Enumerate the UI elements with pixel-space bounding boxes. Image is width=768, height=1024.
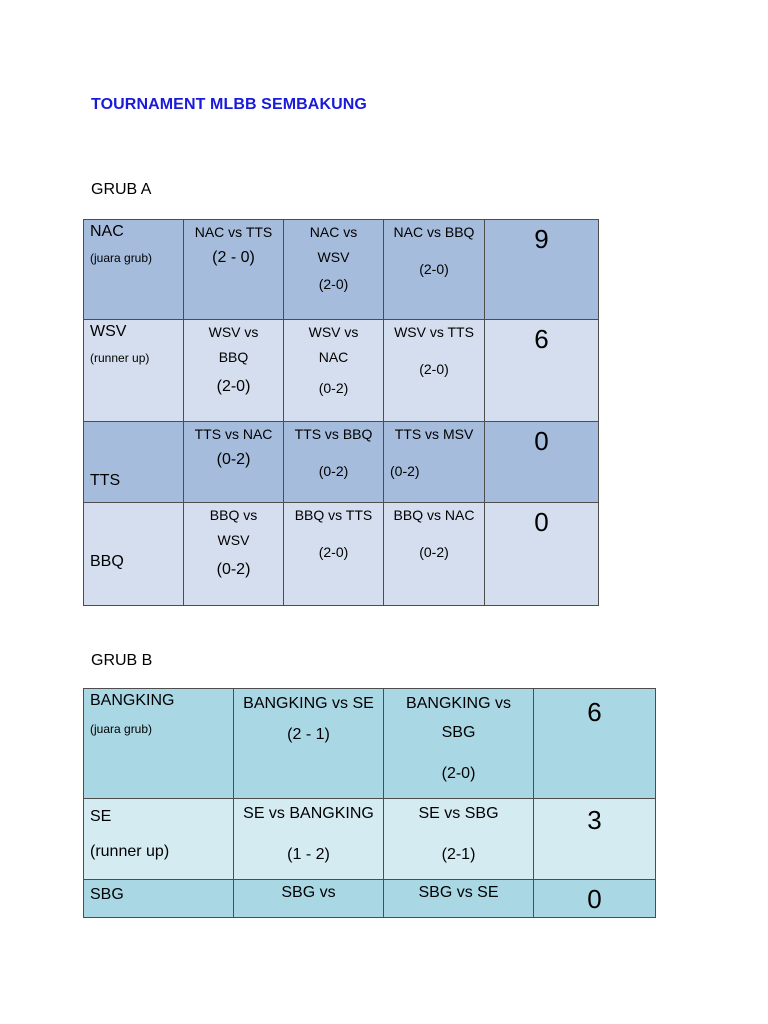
match-label: WSV [317,249,350,265]
match-cell [284,320,384,422]
match-cell [384,422,485,503]
match-score: (0-2) [216,561,251,578]
team-cell [84,689,234,799]
team-name: SBG [90,886,124,903]
match-label: SE vs SBG [418,805,499,822]
table-row [84,220,599,320]
match-label: WSV vs TTS [394,324,474,340]
team-name: NAC [90,223,124,240]
team-note: (runner up) [90,843,170,860]
points-cell [485,503,599,606]
match-cell [184,422,284,503]
match-cell [384,320,485,422]
match-score: (2-0) [419,261,449,277]
match-label: NAC vs TTS [194,224,273,240]
match-label: SBG vs [281,884,336,901]
points-cell [534,799,656,880]
match-label: SE vs BANGKING [243,805,374,822]
points-cell [485,320,599,422]
page-title: TOURNAMENT MLBB SEMBAKUNG [91,96,367,113]
match-score: (2-0) [441,765,476,782]
match-cell [184,220,284,320]
match-cell [234,880,384,918]
group-a-table [83,219,599,606]
table-row [84,320,599,422]
match-label: BBQ [218,349,249,365]
points-cell [485,422,599,503]
points-value: 3 [587,805,602,835]
match-score: (0-2) [216,451,251,468]
group-a-heading: GRUB A [91,181,152,198]
match-cell [384,880,534,918]
match-cell [184,503,284,606]
team-cell [84,799,234,880]
match-label: TTS vs BBQ [294,426,373,442]
match-label: TTS vs NAC [194,426,273,442]
match-score: (2 - 0) [212,249,255,266]
match-label: BBQ vs TTS [294,507,373,523]
points-cell [534,689,656,799]
group-b-heading: GRUB B [91,652,153,669]
match-cell [184,320,284,422]
match-label: NAC [318,349,349,365]
match-label: BBQ vs [209,507,258,523]
match-label: SBG vs SE [418,884,499,901]
group-b-table [83,688,656,918]
table-row [84,422,599,503]
match-label: BBQ vs NAC [393,507,475,523]
match-label: WSV [217,532,250,548]
match-cell [234,799,384,880]
points-value: 6 [534,324,549,354]
match-score: (2-0) [419,361,449,377]
match-cell [384,689,534,799]
match-score: (0-2) [419,544,449,560]
match-label: BANGKING vs SE [243,695,374,712]
match-score: (2-0) [216,378,251,395]
match-cell [384,799,534,880]
points-cell [534,880,656,918]
points-cell [485,220,599,320]
points-value: 6 [587,697,602,727]
team-cell [84,320,184,422]
team-name: SE [90,808,112,825]
match-score: (2 - 1) [287,726,330,743]
match-cell [384,503,485,606]
match-label: WSV vs [208,324,259,340]
match-cell [284,220,384,320]
team-cell [84,880,234,918]
team-name: WSV [90,323,127,340]
match-cell [234,689,384,799]
match-score: (1 - 2) [287,846,330,863]
points-value: 0 [587,884,602,914]
match-label: BANGKING vs [406,695,511,712]
match-score: (2-1) [441,846,476,863]
match-cell [384,220,485,320]
match-score: (2-0) [318,276,349,292]
team-note: (runner up) [90,351,150,365]
match-score: (0-2) [318,463,349,479]
team-cell [84,422,184,503]
points-value: 0 [534,426,549,456]
match-score: (0-2) [390,463,420,479]
match-score: (2-0) [318,544,349,560]
team-name: BANGKING [90,692,175,709]
match-score: (0-2) [318,380,349,396]
points-value: 9 [534,224,549,254]
team-note: (juara grub) [90,251,153,265]
table-row [84,689,656,799]
match-label: TTS vs MSV [394,426,474,442]
match-cell [284,503,384,606]
points-value: 0 [534,507,549,537]
match-label: NAC vs BBQ [393,224,475,240]
team-name: BBQ [90,553,124,570]
match-cell [284,422,384,503]
match-label: SBG [441,724,476,741]
table-row [84,799,656,880]
team-name: TTS [90,472,121,489]
match-label: WSV vs [308,324,359,340]
table-row [84,880,656,918]
team-cell [84,503,184,606]
match-label: NAC vs [309,224,358,240]
team-note: (juara grub) [90,722,153,736]
team-cell [84,220,184,320]
table-row [84,503,599,606]
